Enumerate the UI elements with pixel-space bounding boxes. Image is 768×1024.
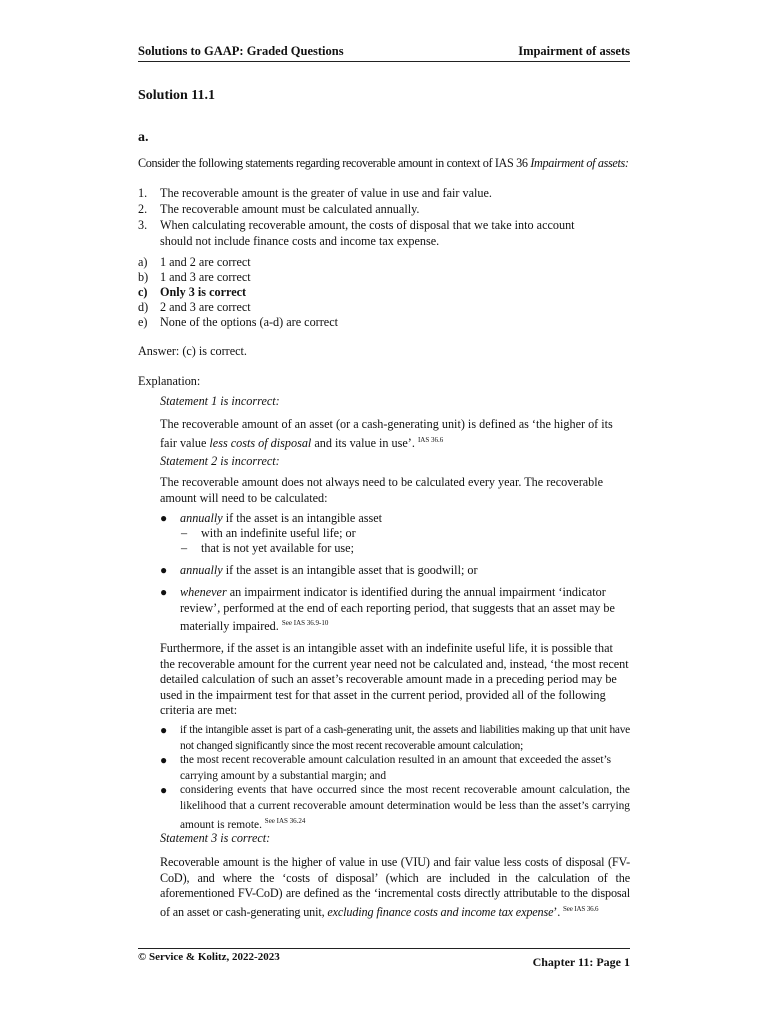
- explanation-label: Explanation:: [138, 374, 201, 388]
- statement-1-heading: Statement 1 is incorrect:: [160, 394, 280, 408]
- statement-3-heading: Statement 3 is correct:: [160, 831, 271, 845]
- header-left: Solutions to GAAP: Graded Questions: [138, 44, 344, 58]
- page-number: Chapter 11: Page 1: [532, 955, 630, 969]
- question-intro: Consider the following statements regarding recoverable amount in context of IAS 36 Impairment of assets:: [138, 156, 629, 170]
- part-label: a.: [138, 130, 149, 145]
- statement-1-text: The recoverable amount of an asset (or a cash-generating unit) is defined as ‘the higher of its fair value less costs of disposal and its value in use’. $^{IAS 36.6}$: [160, 417, 613, 450]
- statement-3-text: Recoverable amount is the higher of value in use (VIU) and fair value less costs of disposal (FV-CoD), and where the ‘costs of disposal’ (which are included in the calculation of the aforementioned FV-CoD) are defined as the ‘incremental costs directly attributable to the disposal of an asset or cash-generating unit, excluding finance costs and income tax expense’. $^{See IAS 36.6}$: [160, 855, 630, 919]
- answer: Answer: (c) is correct.: [138, 344, 247, 358]
- page-header: [138, 44, 630, 62]
- page-footer: [138, 948, 630, 967]
- statement-2-text: The recoverable amount does not always need to be calculated every year. The recoverable amount will need to be calculated:: [160, 475, 604, 505]
- statement-2-heading: Statement 2 is incorrect:: [160, 454, 280, 468]
- furthermore-paragraph: Furthermore, if the asset is an intangible asset with an indefinite useful life, it is possible that the recoverable amount for the current year need not be calculated and, instead, ‘the most recent detailed calculation of such an asset’s recoverable amount made in a preceding period may be used in the impairment test for that asset in the current period, provided all of the following criteria are met:: [160, 641, 629, 717]
- header-right: Impairment of assets: [518, 44, 630, 58]
- copyright: © Service & Kolitz, 2022-2023: [138, 951, 280, 963]
- solution-title: Solution 11.1: [138, 88, 216, 103]
